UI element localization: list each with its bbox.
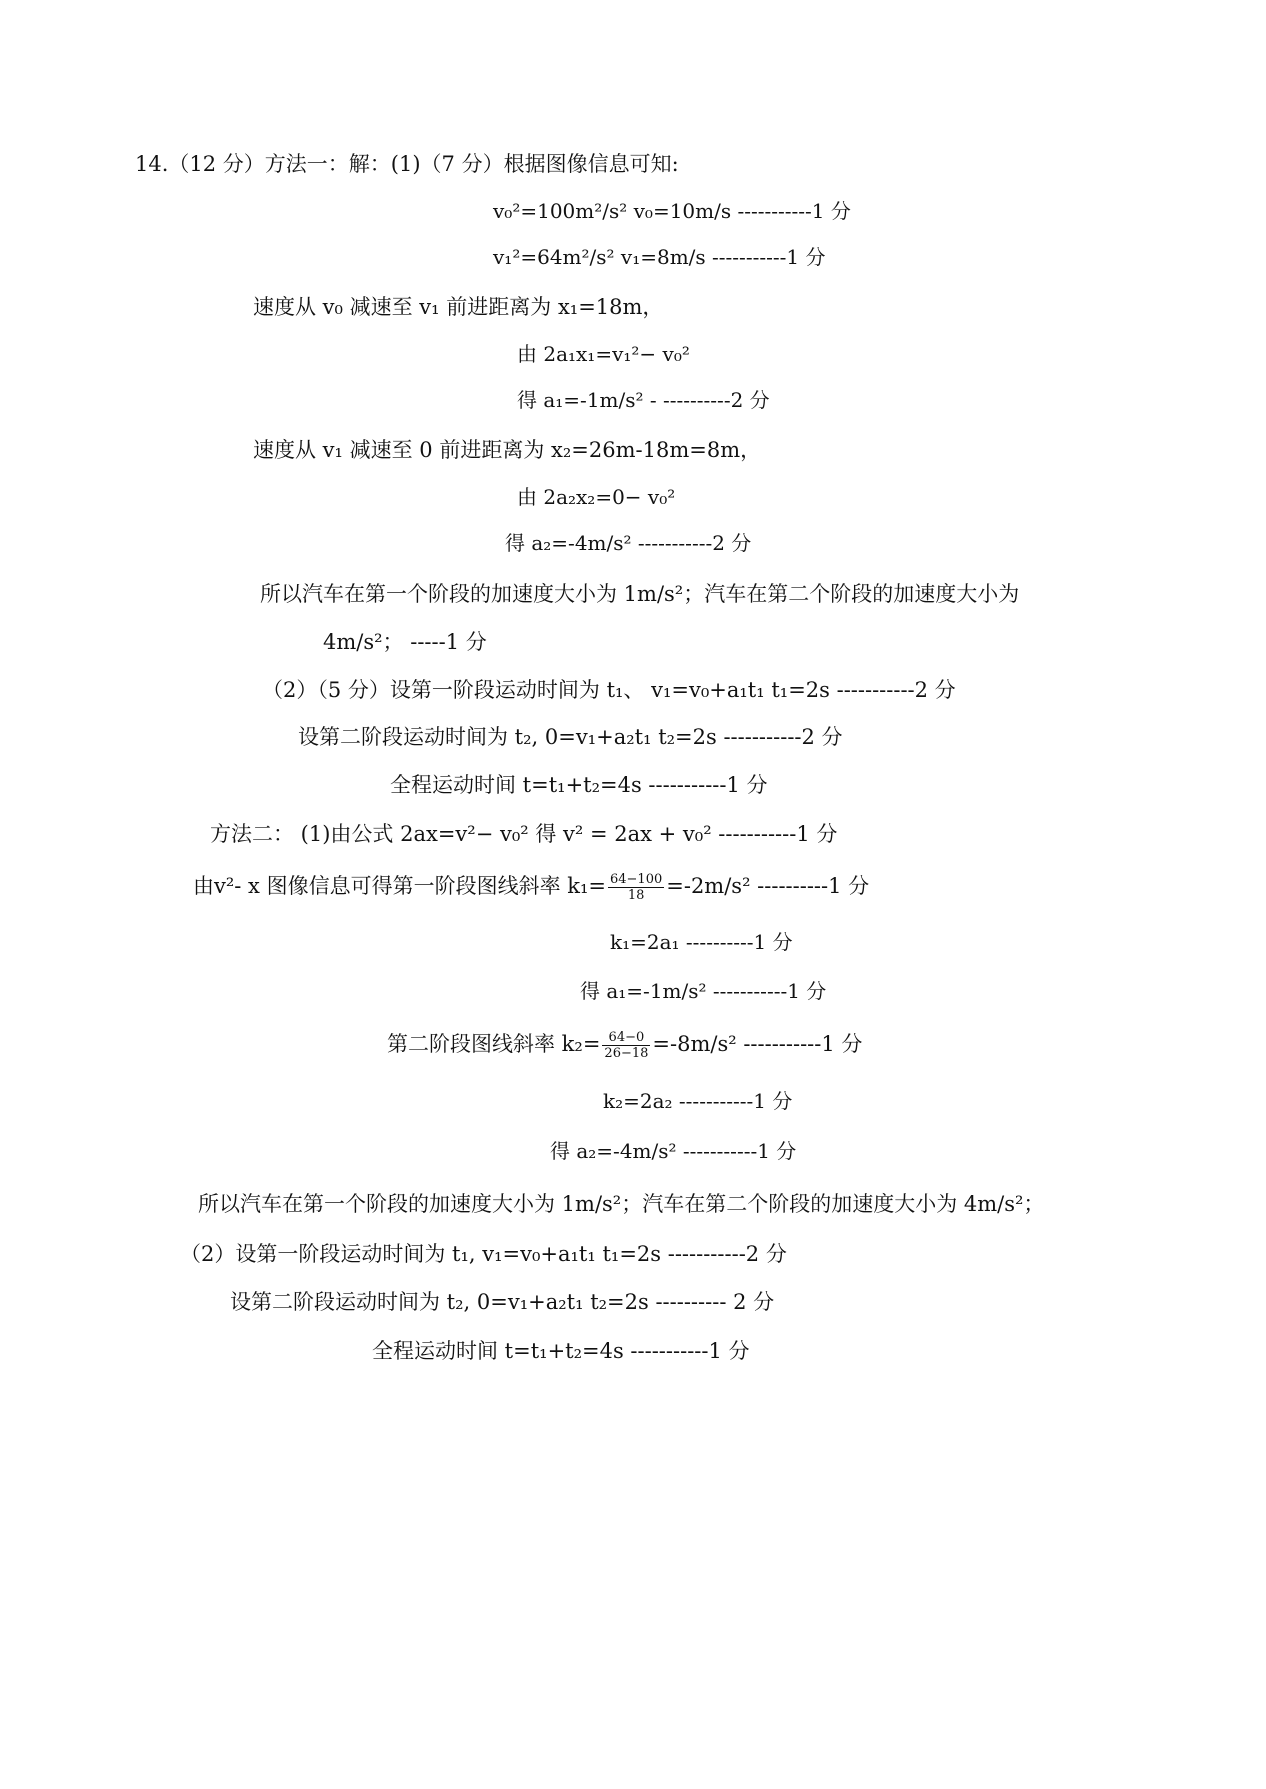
conclusion-line-2: 4m/s²； -----1 分 <box>323 630 487 654</box>
method2-header-line: 方法二： (1)由公式 2ax=v²− v₀² 得 v² = 2ax + v₀² -----------1 分 <box>210 822 838 846</box>
stage1-formula-line: 由 2a₁x₁=v₁²− v₀² <box>517 342 690 366</box>
initial-velocity-line: v₀²=100m²/s² v₀=10m/s -----------1 分 <box>493 199 851 223</box>
stage1-distance-line: 速度从 v₀ 减速至 v₁ 前进距离为 x₁=18m， <box>253 295 664 319</box>
part2-total-time-line: 全程运动时间 t=t₁+t₂=4s -----------1 分 <box>390 773 768 797</box>
stage1-acceleration-line: 得 a₁=-1m/s² - ----------2 分 <box>517 388 770 412</box>
slope1-relation-line: k₁=2a₁ ----------1 分 <box>610 930 793 954</box>
final-velocity-line: v₁²=64m²/s² v₁=8m/s -----------1 分 <box>493 245 826 269</box>
part2-stage1-time-line: （2）（5 分）设第一阶段运动时间为 t₁、 v₁=v₀+a₁t₁ t₁=2s -----------2 分 <box>262 678 956 702</box>
slope2-relation-line: k₂=2a₂ -----------1 分 <box>603 1089 793 1113</box>
method2-part2-stage1-line: （2）设第一阶段运动时间为 t₁, v₁=v₀+a₁t₁ t₁=2s -----------2 分 <box>180 1242 787 1266</box>
method2-conclusion-line: 所以汽车在第一个阶段的加速度大小为 1m/s²；汽车在第二个阶段的加速度大小为 4m/s²； <box>198 1192 1045 1216</box>
slope2-result: =-8m/s² -----------1 分 <box>652 1032 863 1056</box>
method2-part2-stage2-line: 设第二阶段运动时间为 t₂, 0=v₁+a₂t₁ t₂=2s ---------- 2 分 <box>230 1290 775 1314</box>
slope1-result: =-2m/s² ----------1 分 <box>666 874 870 898</box>
method2-a1-line: 得 a₁=-1m/s² -----------1 分 <box>580 979 827 1003</box>
method2-a2-line: 得 a₂=-4m/s² -----------1 分 <box>550 1139 797 1163</box>
slope2-fraction <box>602 1030 650 1061</box>
part2-stage2-time-line: 设第二阶段运动时间为 t₂, 0=v₁+a₂t₁ t₂=2s -----------2 分 <box>298 725 843 749</box>
slope1-fraction <box>608 872 664 903</box>
slope1-denominator: 18 <box>627 888 645 903</box>
method2-part2-total-line: 全程运动时间 t=t₁+t₂=4s -----------1 分 <box>372 1339 750 1363</box>
slope2-numerator: 64−0 <box>602 1030 650 1046</box>
slope1-label: 由v²- x 图像信息可得第一阶段图线斜率 k₁= <box>193 874 606 898</box>
stage2-distance-line: 速度从 v₁ 减速至 0 前进距离为 x₂=26m-18m=8m， <box>253 438 762 462</box>
slope1-numerator: 64−100 <box>610 872 663 887</box>
stage2-acceleration-line: 得 a₂=-4m/s² -----------2 分 <box>505 531 752 555</box>
slope2-label: 第二阶段图线斜率 k₂= <box>387 1032 601 1056</box>
slope1-line <box>193 872 869 903</box>
slope2-line <box>387 1030 862 1061</box>
slope2-denominator: 26−18 <box>604 1046 649 1061</box>
conclusion-line-1: 所以汽车在第一个阶段的加速度大小为 1m/s²；汽车在第二个阶段的加速度大小为 <box>260 582 1020 606</box>
stage2-formula-line: 由 2a₂x₂=0− v₀² <box>517 485 676 509</box>
question-header: 14.（12 分）方法一：解：(1)（7 分）根据图像信息可知: <box>135 152 679 176</box>
